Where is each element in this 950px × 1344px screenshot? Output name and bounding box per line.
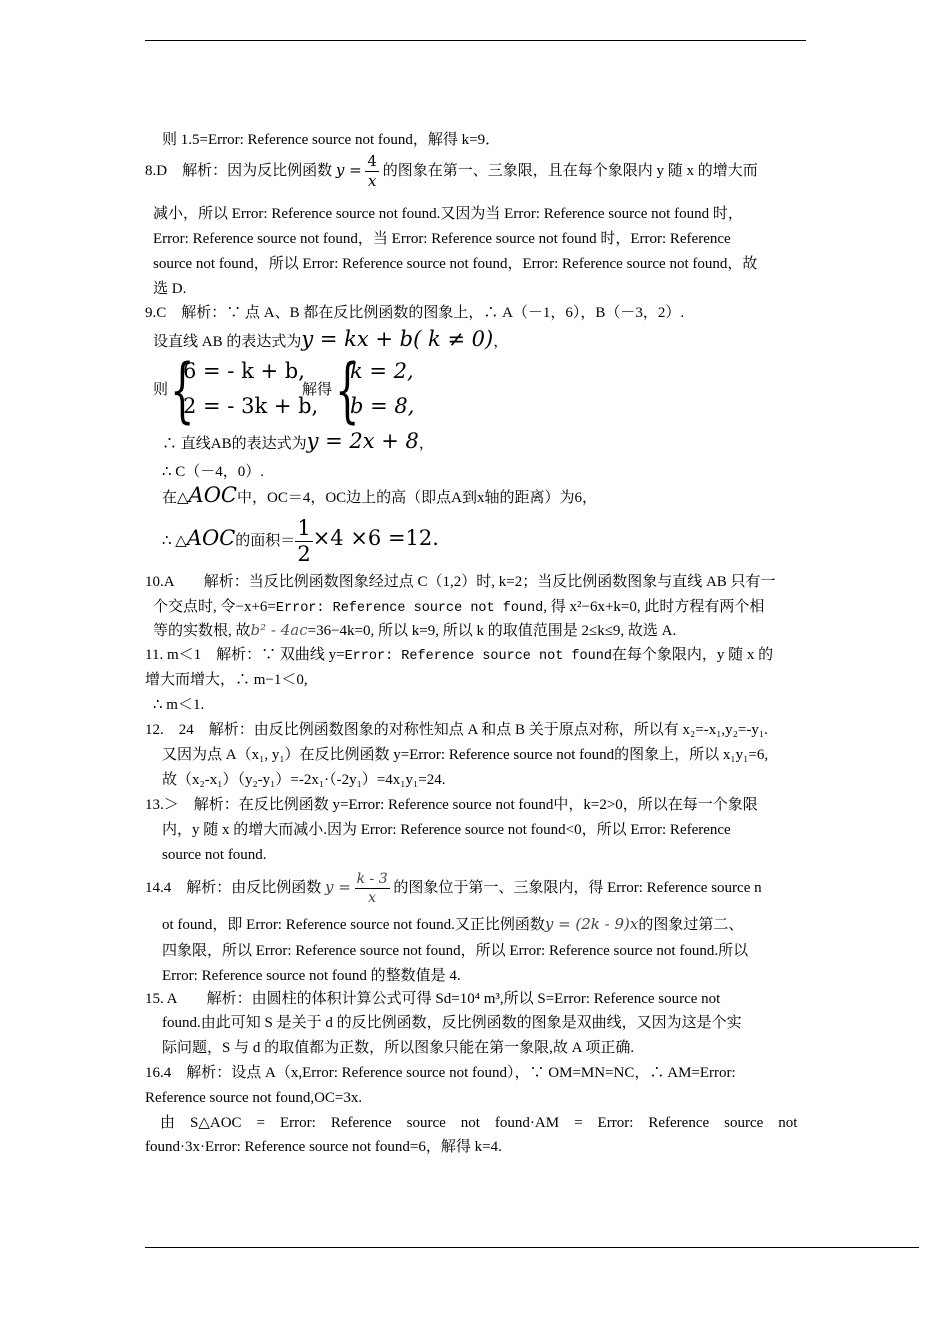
answer-14-denominator: x xyxy=(368,890,377,907)
answer-14-fraction xyxy=(355,872,390,905)
answer-12-line2: 又因为点 A（x₁, y₁）在反比例函数 y=Error: Reference source not found的图象上，所以 x₁y₁=6, xyxy=(162,747,769,763)
answer-10-line1: 10.A 解析：当反比例函数图象经过点 C（1,2）时, k=2；当反比例函数图象与直线 AB 只有一 xyxy=(145,574,776,590)
answer-13-line1: 13.＞ 解析：在反比例函数 y=Error: Reference source not found中，k=2>0，所以在每一个象限 xyxy=(145,797,758,813)
system2-eq1: k = 2, xyxy=(350,359,414,383)
answer-10-error-text: Error: Reference source not found xyxy=(275,601,544,616)
answer-8-line5: 选 D. xyxy=(153,281,187,297)
answer-9-jiede: 解得 xyxy=(302,382,333,398)
answer-9-line4 xyxy=(162,428,434,457)
answer-8-line3: Error: Reference source not found，当 Error: Reference source not found 时，Error: Reference xyxy=(153,231,731,247)
answer-8-line2: 减小，所以 Error: Reference source not found.又因为当 Error: Reference source not found 时， xyxy=(153,206,743,222)
answer-8 xyxy=(145,148,807,192)
answer-9-line2-comma: ， xyxy=(493,334,509,350)
answer-9-half-den: 2 xyxy=(297,542,311,567)
answer-15-line1: 15. A 解析：由圆柱的体积计算公式可得 Sd=10⁴ m³,所以 S=Error: Reference source not xyxy=(145,991,721,1007)
answer-9-line4-comma: ， xyxy=(418,436,434,452)
answer-16-line3: 由 S△AOC = Error: Reference source not found·AM = Error: Reference source not xyxy=(145,1115,798,1131)
answer-16-line2: Reference source not found,OC=3x. xyxy=(145,1090,363,1106)
answer-8-fraction xyxy=(365,154,379,189)
continuation-line: 则 1.5=Error: Reference source not found，解得 k=9． xyxy=(162,132,501,148)
answer-9-line6-tail: 中，OC＝4，OC边上的高（即点A到x轴的距离）为6， xyxy=(237,490,598,506)
answer-14-line3: 四象限，所以 Error: Reference source not found，所以 Error: Reference source not found.所以 xyxy=(162,943,749,959)
answer-11-line1-tail: 在每个象限内，y 随 x 的 xyxy=(611,647,774,663)
answer-14-line2-text: ot found，即 Error: Reference source not found.又正比例函数 xyxy=(162,917,545,933)
system2-eq2: b = 8, xyxy=(350,394,415,418)
answer-10-discriminant: b² - 4ac xyxy=(250,621,308,639)
answer-16-line1: 16.4 解析：设点 A（x,Error: Reference source not found），∵ OM=MN=NC，∴ AM=Error: xyxy=(145,1065,736,1081)
answer-9-line1: 9.C 解析：∵ 点 A、B 都在反比例函数的图象上，∴ A（－1，6），B（－3，2）. xyxy=(145,305,685,321)
answer-14-line4: Error: Reference source not found 的整数值是 4. xyxy=(162,968,461,984)
answer-15-line2: found.由此可知 S 是关于 d 的反比例函数，反比例函数的图象是双曲线，又因为这是个实 xyxy=(162,1015,742,1031)
system1-brace-icon: { xyxy=(170,349,195,431)
answer-9-triangle-name-2: AOC xyxy=(186,526,236,550)
answer-9-line7-text: ∴ △ xyxy=(162,533,187,549)
answer-14-intro: 14.4 解析：由反比例函数 xyxy=(145,880,322,896)
answer-16-line4: found·3x·Error: Reference source not found=6，解得 k=4. xyxy=(145,1139,502,1155)
header-rule xyxy=(145,40,806,41)
answer-9-line5: ∴ C（－4，0）. xyxy=(162,464,265,480)
answer-8-y: y = xyxy=(335,161,362,179)
answer-9-half-fraction xyxy=(295,518,312,565)
answer-9-half-num: 1 xyxy=(297,516,311,541)
answer-14-line2 xyxy=(162,914,743,935)
answer-14-numerator: k - 3 xyxy=(356,871,388,888)
answer-9-line7 xyxy=(162,510,439,566)
answer-9-ze: 则 xyxy=(153,382,169,398)
answer-14-linear-function: y = (2k - 9)x xyxy=(544,915,639,933)
answer-12-line1: 12. 24 解析：由反比例函数图象的对称性知点 A 和点 B 关于原点对称，所以有 x₂=-x₁,y₂=-y₁. xyxy=(145,722,768,738)
answer-8-line4: source not found，所以 Error: Reference source not found，Error: Reference source not found，故 xyxy=(153,256,758,272)
answer-8-intro: 8.D 解析：因为反比例函数 xyxy=(145,163,333,179)
system2-brace-icon: { xyxy=(335,349,360,431)
answer-11-line1-text: 11. m＜1 解析：∵ 双曲线 y= xyxy=(145,647,345,663)
answer-10-line2-text: 个交点时, 令−x+6= xyxy=(153,599,276,615)
answer-10-line3-text: 等的实数根, 故 xyxy=(153,623,251,639)
answer-14-line1-tail: 的图象位于第一、三象限内，得 Error: Reference source n xyxy=(393,880,762,896)
answer-12-line3: 故（x₂-x₁）（y₂-y₁）=-2x₁·（-2y₁）=4x₁y₁=24. xyxy=(162,772,446,788)
answer-9-line2 xyxy=(153,325,508,356)
answer-9-ab-equation: y = 2x + 8 xyxy=(306,429,419,453)
answer-9-line6-text: 在△ xyxy=(162,490,189,506)
answer-15-line3: 际问题，S 与 d 的取值都为正数，所以图象只能在第一象限,故 A 项正确. xyxy=(162,1040,635,1056)
answer-8-numerator: 4 xyxy=(367,152,377,171)
answer-14-y: y = xyxy=(325,878,351,896)
answer-11-line1 xyxy=(145,645,773,667)
answer-10-line2-tail: , 得 x²−6x+k=0, 此时方程有两个相 xyxy=(543,599,765,615)
answer-9-line6 xyxy=(162,482,597,511)
answer-8-denominator: x xyxy=(367,172,377,191)
answer-11-error-text: Error: Reference source not found xyxy=(344,649,612,664)
answer-8-text: 的图象在第一、三象限，且在每个象限内 y 随 x 的增大而 xyxy=(382,163,758,179)
answer-9-area-label: 的面积＝ xyxy=(235,533,296,549)
answer-11-line3: ∴ m＜1. xyxy=(153,697,205,713)
answer-13-line2: 内，y 随 x 的增大而减小.因为 Error: Reference source not found<0，所以 Error: Reference xyxy=(162,822,731,838)
footer-rule xyxy=(145,1247,919,1248)
answer-11-line2: 增大而增大，∴ m−1＜0, xyxy=(145,672,308,688)
answer-14-line1 xyxy=(145,864,762,910)
answer-10-line3-tail: =36−4k=0, 所以 k=9, 所以 k 的取值范围是 2≤k≤9, 故选 A. xyxy=(307,623,677,639)
system1-eq2: 2 = - 3k + b, xyxy=(183,394,319,418)
answer-14-line2-tail: 的图象过第二、 xyxy=(638,917,744,933)
answer-9-line4-text: ∴ 直线AB的表达式为 xyxy=(162,436,307,452)
system1-eq1: 6 = - k + b, xyxy=(183,359,305,383)
answer-10-line3 xyxy=(153,620,676,641)
answer-13-line3: source not found. xyxy=(162,847,267,863)
answer-9-line-equation: y = kx + b( k ≠ 0) xyxy=(301,327,494,351)
answer-9-area-result: ×4 ×6 =12. xyxy=(312,526,439,550)
answer-10-line2 xyxy=(153,597,764,619)
answer-9-line2-text: 设直线 AB 的表达式为 xyxy=(153,334,302,350)
answer-9-triangle-name: AOC xyxy=(188,483,237,507)
